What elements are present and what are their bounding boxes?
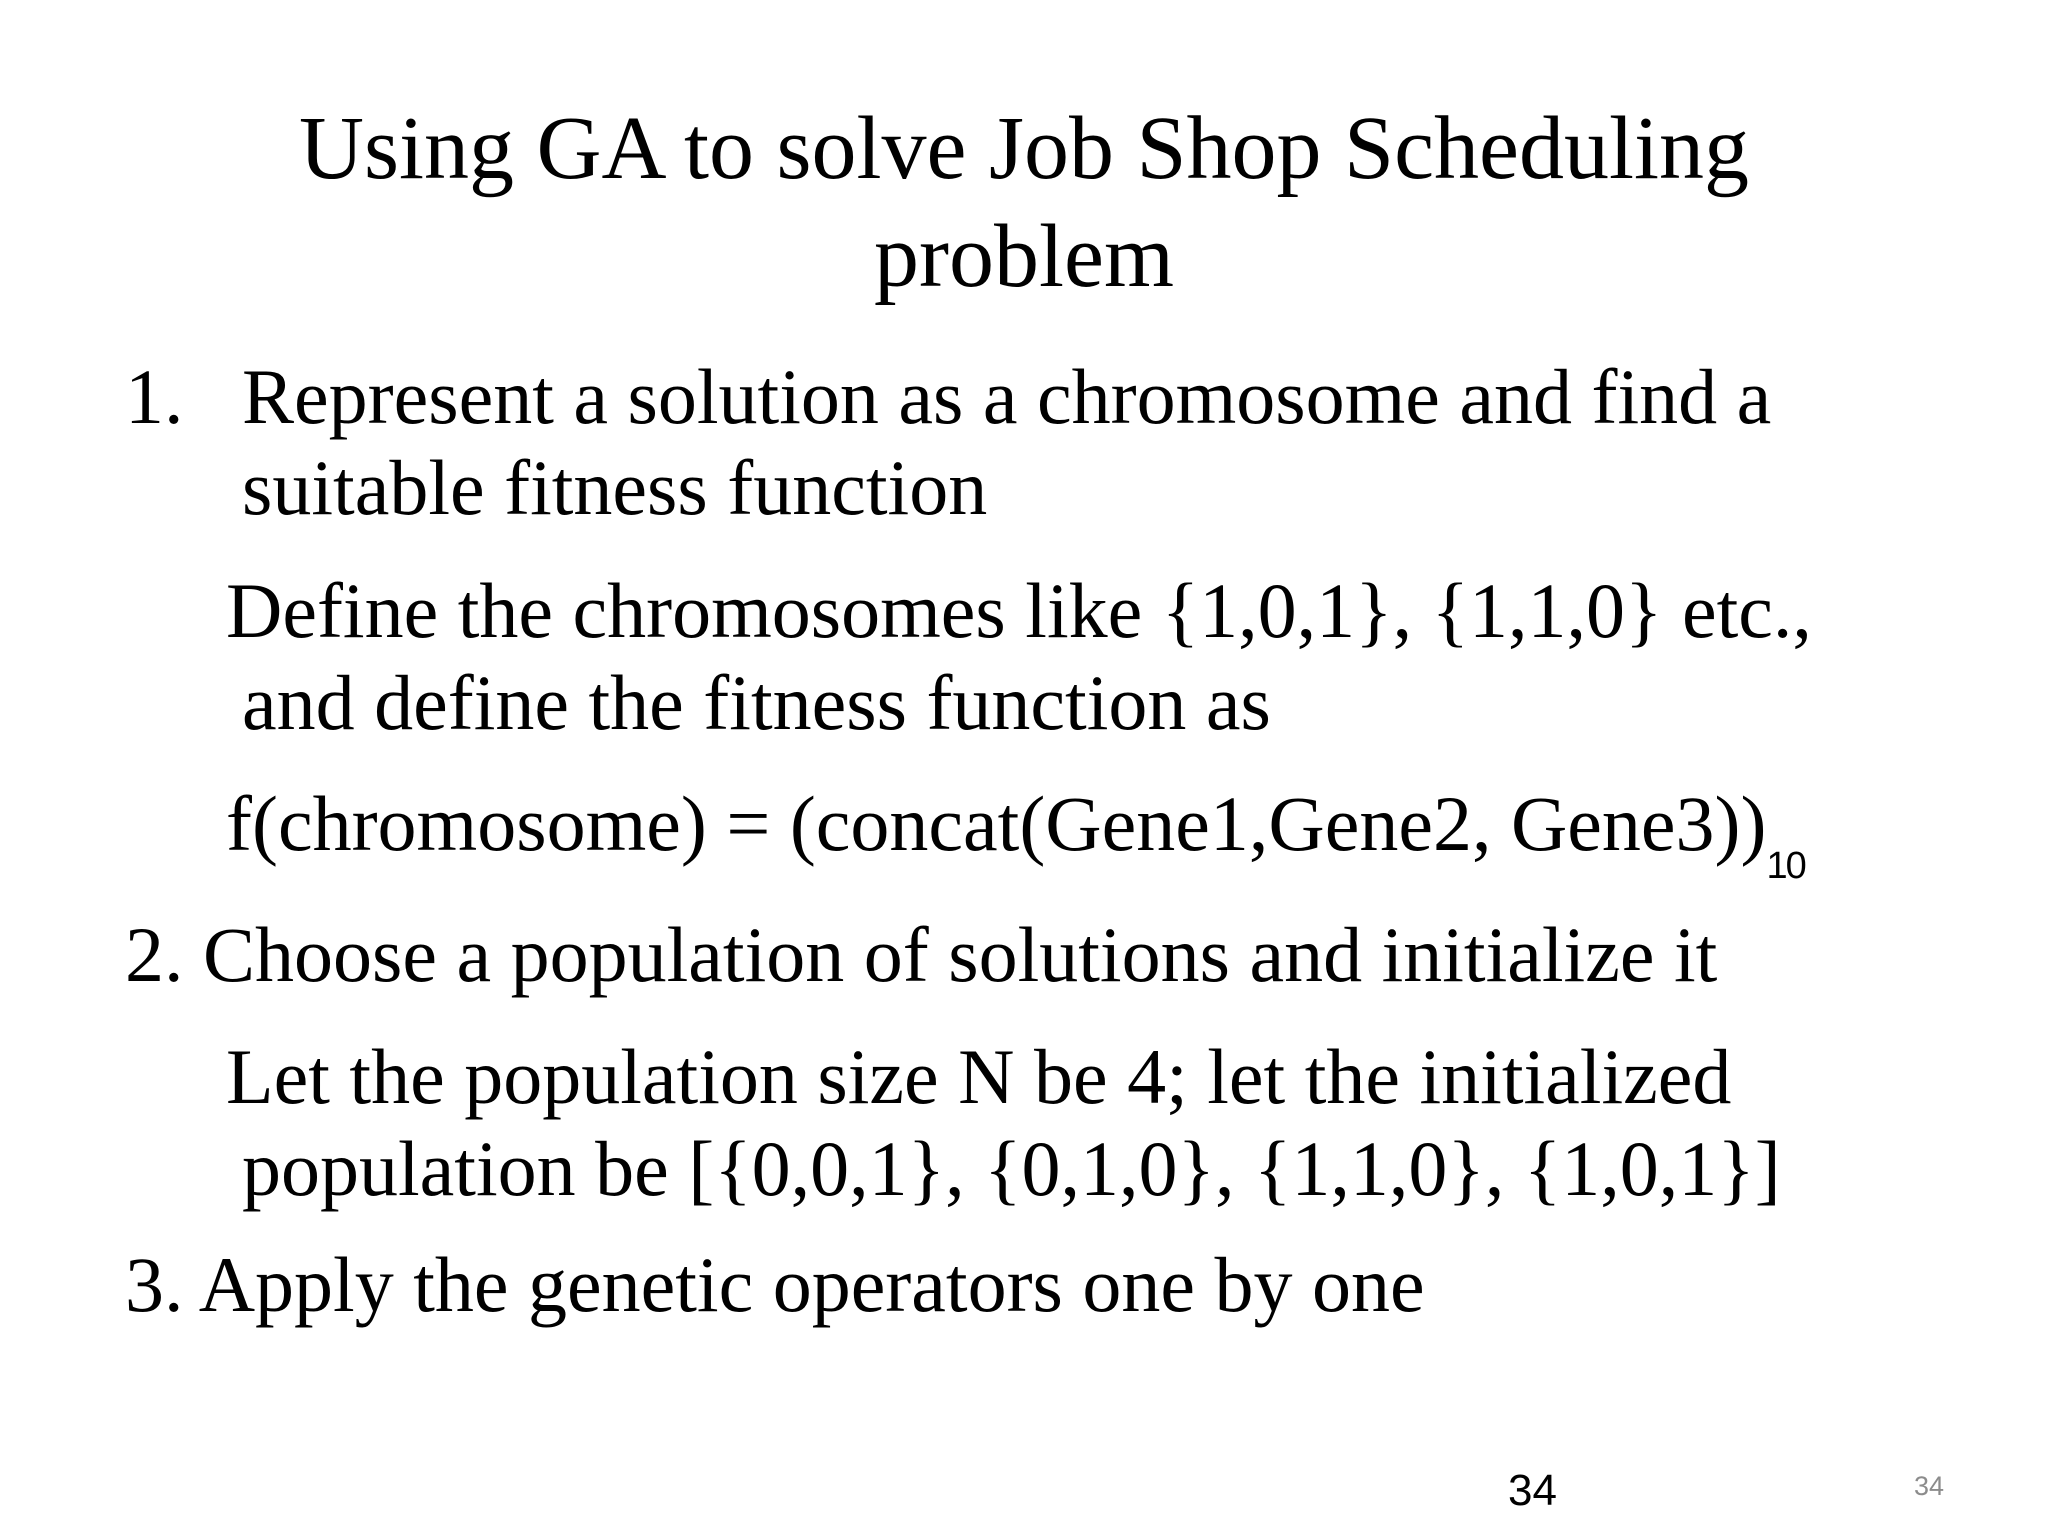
item-2: 2. Choose a population of solutions and initialize it	[125, 911, 1718, 998]
item-2-detail-line-1: Let the population size N be 4; let the initialized	[226, 1033, 1732, 1120]
title-line-1: Using GA to solve Job Shop Scheduling	[298, 99, 1750, 198]
footer-page-number: 34	[1508, 1466, 1557, 1515]
item-3: 3. Apply the genetic operators one by one	[125, 1241, 1425, 1328]
item-1-number: 1.	[125, 353, 184, 440]
formula-subscript: 10	[1766, 845, 1805, 887]
item-1-detail-line-1: Define the chromosomes like {1,0,1}, {1,1,0} etc.,	[226, 567, 1812, 654]
item-1-detail-line-2: and define the fitness function as	[242, 659, 1271, 746]
slide-title	[0, 95, 2048, 311]
title-line-2: problem	[874, 207, 1174, 306]
item-1-text: Represent a solution as a chromosome and find a	[242, 353, 1772, 440]
item-1-line-2: suitable fitness function	[242, 444, 988, 531]
item-2-detail-line-2: population be [{0,0,1}, {0,1,0}, {1,1,0}, {1,0,1}]	[242, 1125, 1781, 1212]
corner-page-number: 34	[1914, 1471, 1945, 1501]
fitness-formula	[226, 779, 1805, 887]
formula-main: f(chromosome) = (concat(Gene1,Gene2, Gene3))	[226, 780, 1767, 867]
item-1-line-1	[125, 352, 1771, 442]
